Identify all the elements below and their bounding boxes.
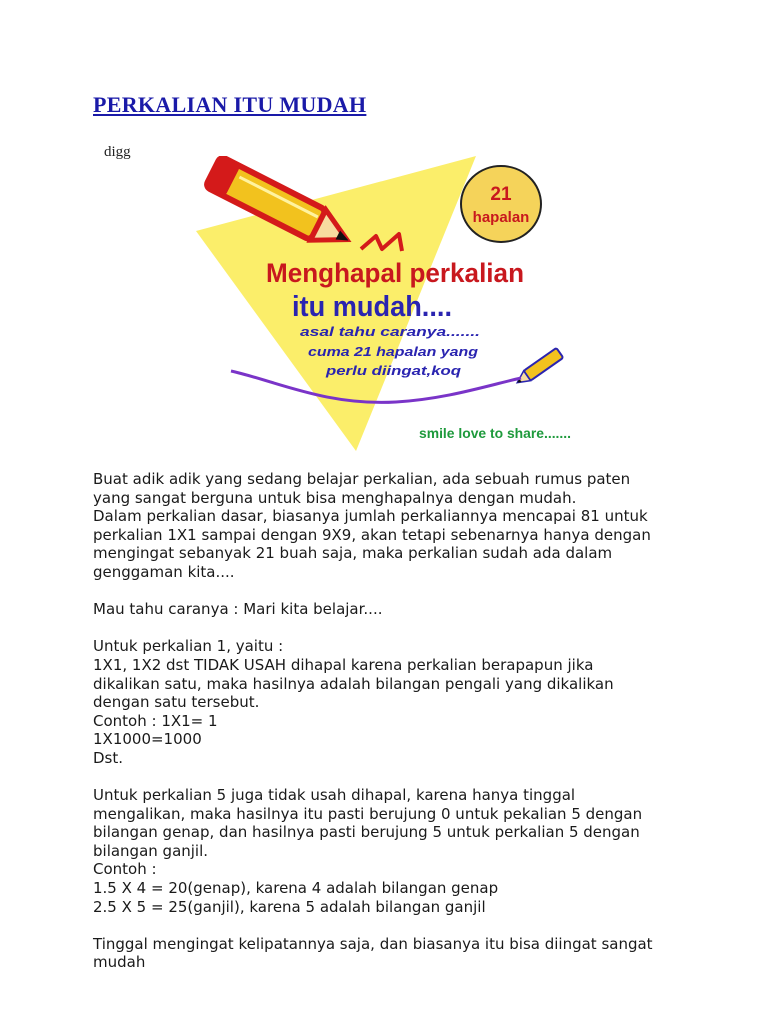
banner-illustration — [196, 156, 576, 456]
text-line: 2.5 X 5 = 25(ganjil), karena 5 adalah bilangan ganjil — [93, 897, 486, 916]
text-line: bilangan ganjil. — [93, 841, 209, 860]
paragraph-gap — [93, 619, 693, 638]
text-line: Dst. — [93, 748, 124, 767]
text-line: yang sangat berguna untuk bisa menghapalnya dengan mudah. — [93, 488, 577, 507]
text-line: dikalikan satu, maka hasilnya adalah bilangan pengali yang dikalikan — [93, 674, 614, 693]
banner-headline-1: Menghapal perkalian — [266, 258, 524, 288]
text-line: 1X1000=1000 — [93, 730, 202, 749]
text-line: Untuk perkalian 5 juga tidak usah dihapal, karena hanya tinggal — [93, 786, 576, 805]
text-line: Dalam perkalian dasar, biasanya jumlah perkaliannya mencapai 81 untuk — [93, 507, 648, 526]
text-line: genggaman kita.... — [93, 562, 235, 581]
text-line: Contoh : — [93, 860, 157, 879]
paragraph-gap — [93, 768, 693, 787]
text-line: Untuk perkalian 1, yaitu : — [93, 637, 284, 656]
text-line: Tinggal mengingat kelipatannya saja, dan biasanya itu bisa diingat sangat — [93, 934, 653, 953]
banner-sub-3: perlu diingat,koq — [324, 363, 462, 378]
paragraph — [93, 786, 693, 916]
text-line: Buat adik adik yang sedang belajar perkalian, ada sebuah rumus paten — [93, 470, 631, 488]
text-line: mengingat sebanyak 21 buah saja, maka perkalian sudah ada dalam — [93, 544, 613, 563]
pencil-small-icon — [514, 348, 563, 388]
paragraph — [93, 637, 693, 767]
paragraph-gap — [93, 916, 693, 935]
text-line: Contoh : 1X1= 1 — [93, 711, 218, 730]
text-line: dengan satu tersebut. — [93, 693, 260, 712]
paragraph — [93, 600, 693, 619]
badge-word: hapalan — [472, 209, 530, 226]
badge-number: 21 — [490, 184, 512, 205]
digg-label: digg — [104, 144, 131, 160]
paragraph — [93, 935, 693, 972]
text-line: mengalikan, maka hasilnya itu pasti berujung 0 untuk pekalian 5 dengan — [93, 804, 643, 823]
text-line: 1.5 X 4 = 20(genap), karena 4 adalah bilangan genap — [93, 879, 499, 898]
banner-headline-2: itu mudah.... — [292, 291, 452, 323]
article-body — [93, 470, 693, 972]
text-line: bilangan genap, dan hasilnya pasti berujung 5 untuk perkalian 5 dengan — [93, 823, 640, 842]
paragraph — [93, 470, 693, 582]
banner-sub-2: cuma 21 hapalan yang — [308, 344, 479, 359]
text-line: mudah — [93, 953, 146, 972]
page-title: PERKALIAN ITU MUDAH — [93, 92, 367, 117]
text-line: Mau tahu caranya : Mari kita belajar.... — [93, 600, 383, 619]
banner-sub-1: asal tahu caranya....... — [300, 324, 480, 339]
text-line: perkalian 1X1 sampai dengan 9X9, akan tetapi sebenarnya hanya dengan — [93, 525, 651, 544]
paragraph-gap — [93, 582, 693, 601]
banner-footer: smile love to share....... — [419, 425, 571, 441]
text-line: 1X1, 1X2 dst TIDAK USAH dihapal karena perkalian berapapun jika — [93, 655, 594, 674]
